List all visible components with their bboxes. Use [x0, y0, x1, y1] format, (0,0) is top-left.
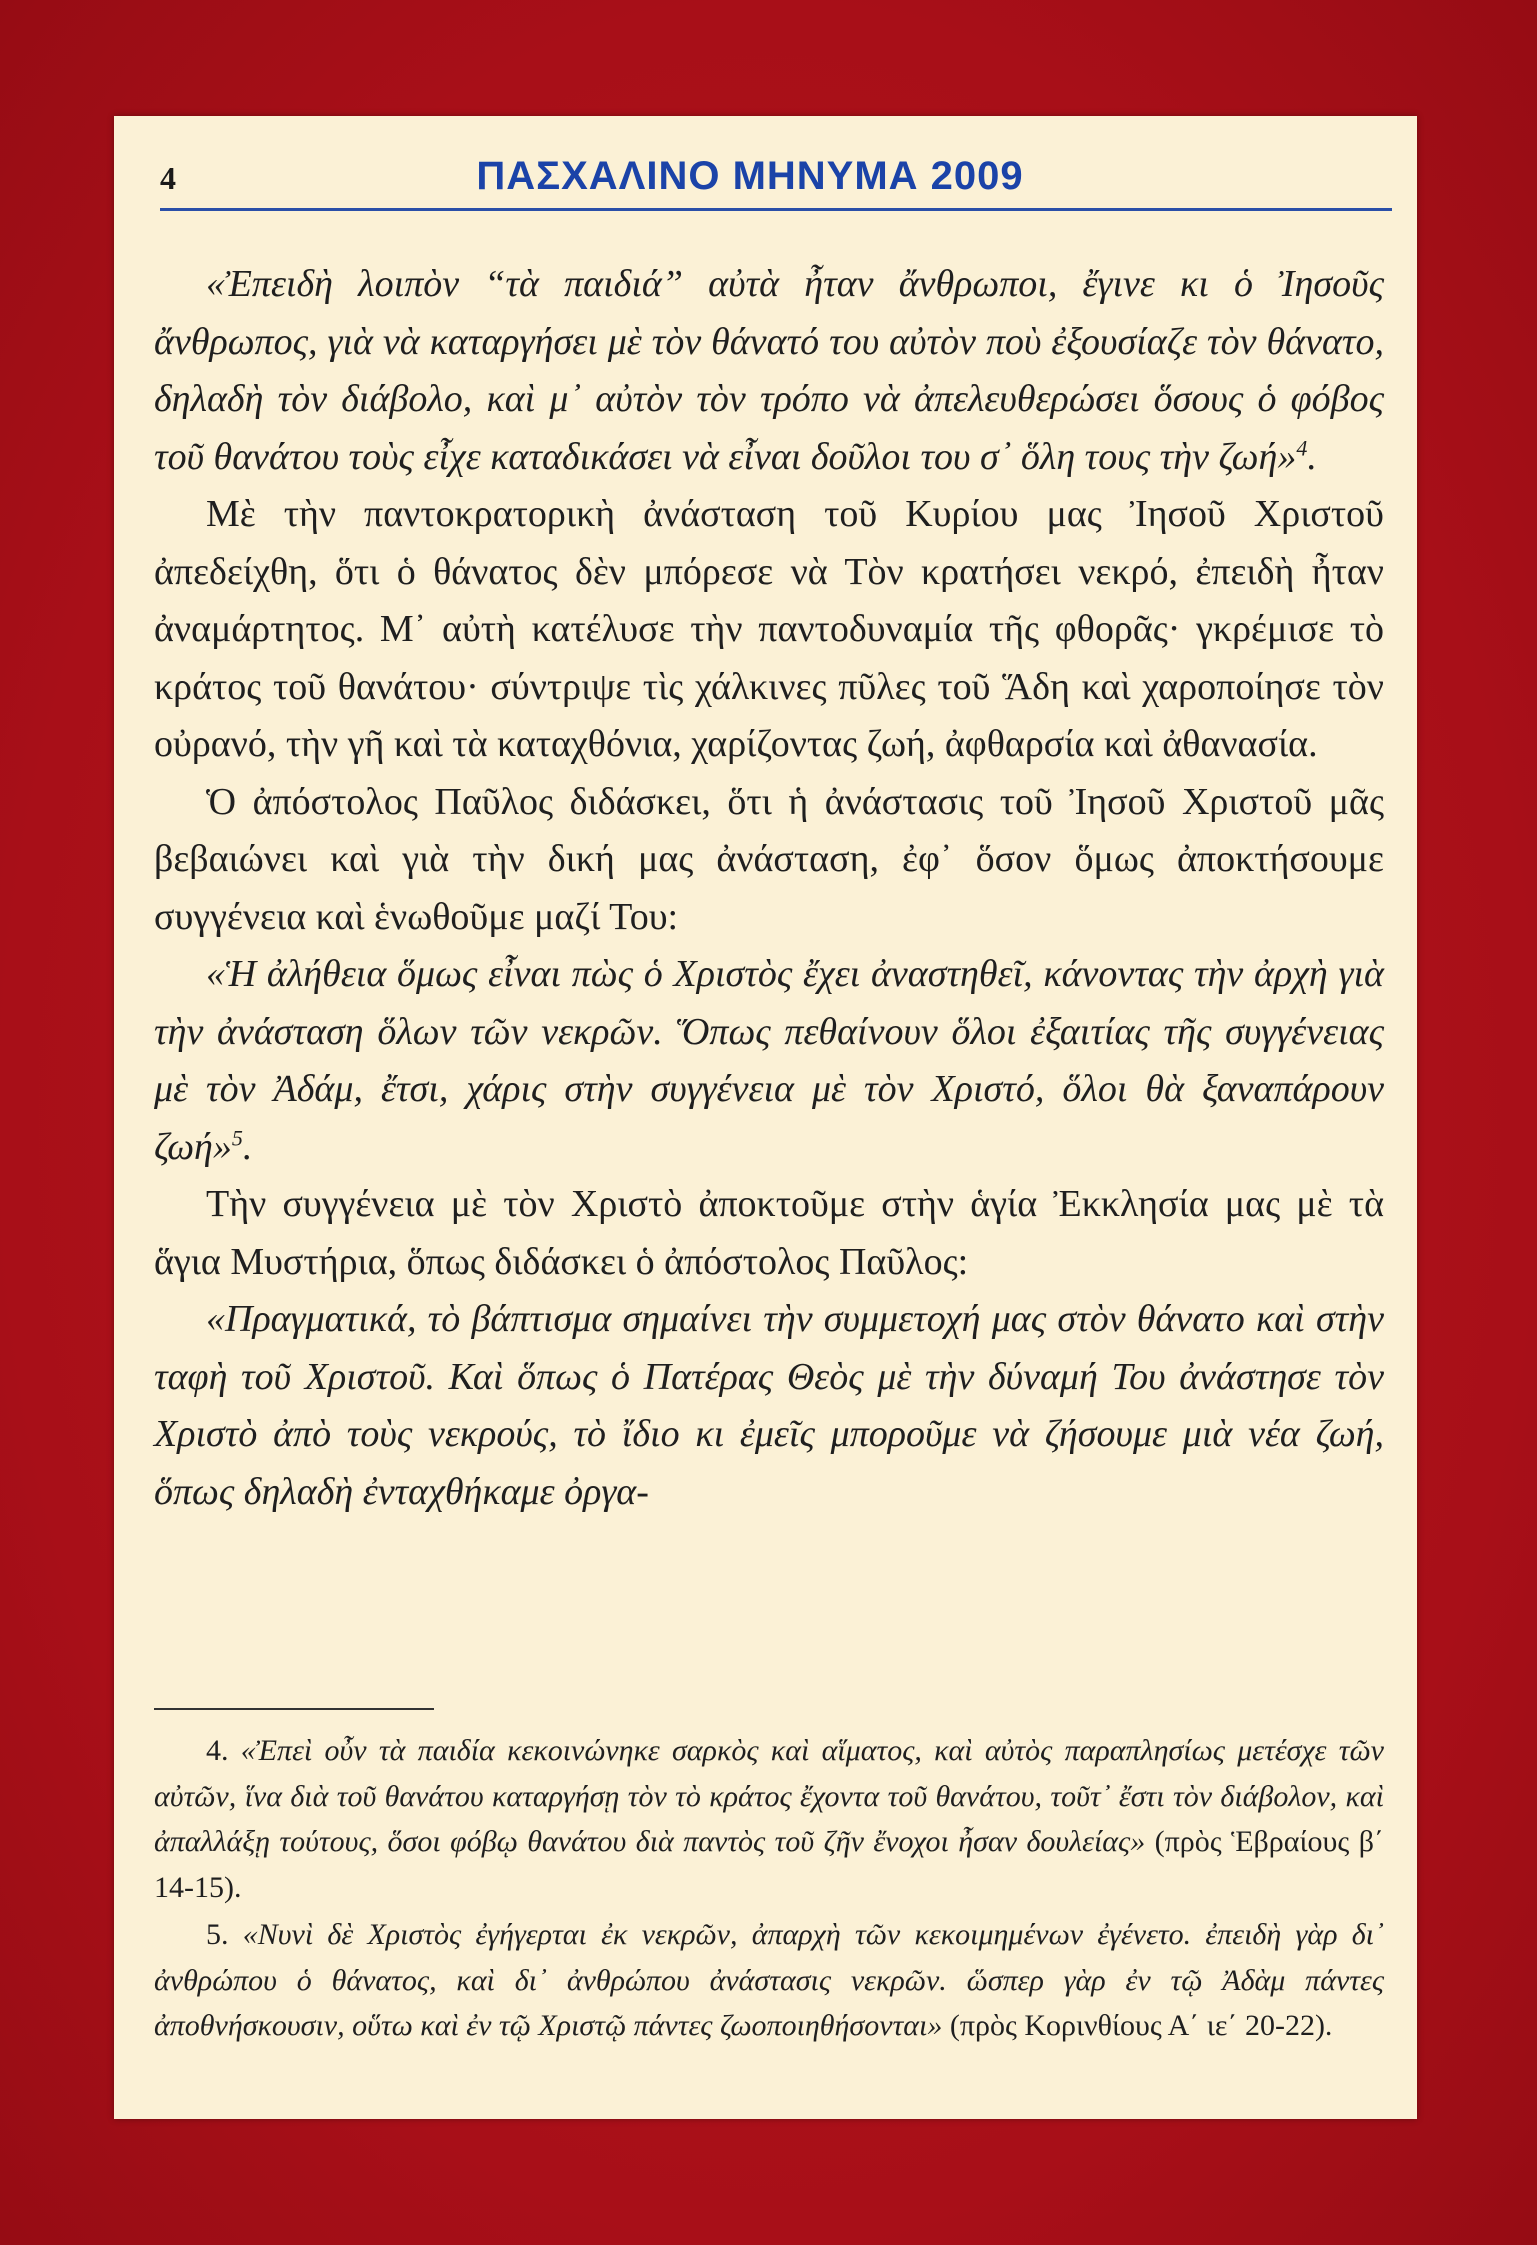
footnote-quote: «Ἐπεὶ οὖν τὰ παιδία κεκοινώνηκε σαρκὸς καὶ αἵματος, καὶ αὐτὸς παραπλησίως μετέσχε τῶν αὐτῶν, ἵνα διὰ τοῦ θανάτου καταργήσῃ τὸν τὸ κράτος ἔχοντα τοῦ θανάτου, τοῦτ᾽ ἔστι τὸν διάβολον, καὶ ἀπαλλάξῃ τούτους, ὅσοι φόβῳ θανάτου διὰ παντὸς τοῦ ζῆν ἔνοχοι ἦσαν δουλείας»	[154, 1734, 1385, 1858]
quote-paragraph-4	[154, 946, 1384, 1176]
page-header	[160, 150, 1340, 204]
footnote-4	[154, 1728, 1384, 1910]
footnote-ref-5[interactable]: 5	[231, 1124, 243, 1150]
sentence-end: .	[242, 1125, 253, 1168]
quote-text: «Ἡ ἀλήθεια ὅμως εἶναι πὼς ὁ Χριστὸς ἔχει ἀναστηθεῖ, κάνοντας τὴν ἀρχὴ γιὰ τὴν ἀνάσταση ὅλων τῶν νεκρῶν. Ὅπως πεθαίνουν ὅλοι ἐξαιτίας τῆς συγγένειας μὲ τὸν Ἀδάμ, ἔτσι, χάρις στὴν συγγένεια μὲ τὸν Χριστό, ὅλοι θὰ ξαναπάρουν ζωή»	[154, 953, 1384, 1168]
footnote-ref-4[interactable]: 4	[1296, 434, 1308, 460]
booklet-page	[114, 116, 1417, 2119]
footnote-5	[154, 1912, 1384, 2049]
paragraph-3: Ὁ ἀπόστολος Παῦλος διδάσκει, ὅτι ἡ ἀνάστασις τοῦ Ἰησοῦ Χριστοῦ μᾶς βεβαιώνει καὶ γιὰ τὴν δική μας ἀνάσταση, ἐφ᾽ ὅσον ὅμως ἀποκτήσουμε συγγένεια καὶ ἑνωθοῦμε μαζί Του:	[154, 780, 1384, 938]
footnote-reference: (πρὸς Κορινθίους Α΄ ιε΄ 20-22).	[949, 2009, 1333, 2042]
sentence-end: .	[1307, 435, 1317, 478]
paragraph-2: Μὲ τὴν παντοκρατορικὴ ἀνάσταση τοῦ Κυρίου μας Ἰησοῦ Χριστοῦ ἀπεδείχθη, ὅτι ὁ θάνατος δὲν μπόρεσε νὰ Τὸν κρατήσει νεκρό, ἐπειδὴ ἦταν ἀναμάρτητος. Μ᾽ αὐτὴ κατέλυσε τὴν παντοδυναμία τῆς φθορᾶς· γκρέμισε τὸ κράτος τοῦ θανάτου· σύντριψε τὶς χάλκινες πῦλες τοῦ Ἅδη καὶ χαροποίησε τὸν οὐρανό, τὴν γῆ καὶ τὰ καταχθόνια, χαρίζοντας ζωή, ἀφθαρσία καὶ ἀθανασία.	[154, 493, 1384, 765]
footnote-quote: «Νυνὶ δὲ Χριστὸς ἐγήγερται ἐκ νεκρῶν, ἀπαρχὴ τῶν κεκοιμημένων ἐγένετο. ἐπειδὴ γὰρ δι᾽ ἀνθρώπου ὁ θάνατος, καὶ δι᾽ ἀνθρώπου ἀνάστασις νεκρῶν. ὥσπερ γὰρ ἐν τῷ Ἀδὰμ πάντες ἀποθνήσκουσιν, οὕτω καὶ ἐν τῷ Χριστῷ πάντες ζωοποιηθήσονται»	[154, 1918, 1384, 2042]
paragraph-5: Τὴν συγγένεια μὲ τὸν Χριστὸ ἀποκτοῦμε στὴν ἁγία Ἐκκλησία μας μὲ τὰ ἅγια Μυστήρια, ὅπως διδάσκει ὁ ἀπόστολος Παῦλος:	[154, 1183, 1384, 1283]
footnote-divider	[154, 1708, 434, 1710]
footnote-number: 5.	[206, 1918, 229, 1951]
page-number: 4	[160, 160, 176, 196]
quote-paragraph-6: «Πραγματικά, τὸ βάπτισμα σημαίνει τὴν συμμετοχή μας στὸν θάνατο καὶ στὴν ταφὴ τοῦ Χριστοῦ. Καὶ ὅπως ὁ Πατέρας Θεὸς μὲ τὴν δύναμή Του ἀνάστησε τὸν Χριστὸ ἀπὸ τοὺς νεκρούς, τὸ ἴδιο κι ἐμεῖς μποροῦμε νὰ ζήσουμε μιὰ νέα ζωή, ὅπως δηλαδὴ ἐνταχθήκαμε ὀργα-	[154, 1298, 1384, 1513]
running-title: ΠΑΣΧΑΛΙΝΟ ΜΗΝΥΜΑ 2009	[476, 154, 1024, 198]
footnotes	[154, 1728, 1384, 2051]
quote-text: «Ἐπειδὴ λοιπὸν “τὰ παιδιά” αὐτὰ ἦταν ἄνθρωποι, ἔγινε κι ὁ Ἰησοῦς ἄνθρωπος, γιὰ νὰ καταργήσει μὲ τὸν θάνατό του αὐτὸν ποὺ ἐξουσίαζε τὸν θάνατο, δηλαδὴ τὸν διάβολο, καὶ μ᾽ αὐτὸν τὸν τρόπο νὰ ἀπελευθερώσει ὅσους ὁ φόβος τοῦ θανάτου τοὺς εἶχε καταδικάσει νὰ εἶναι δοῦλοι του σ᾽ ὅλη τους τὴν ζωή»	[154, 263, 1384, 478]
quote-paragraph-1	[154, 256, 1384, 486]
footnote-reference: (πρὸς Ἑβραίους β΄ 14-15).	[154, 1825, 1384, 1904]
header-divider	[160, 208, 1392, 211]
footnote-number: 4.	[206, 1734, 229, 1767]
main-text	[154, 256, 1384, 1521]
